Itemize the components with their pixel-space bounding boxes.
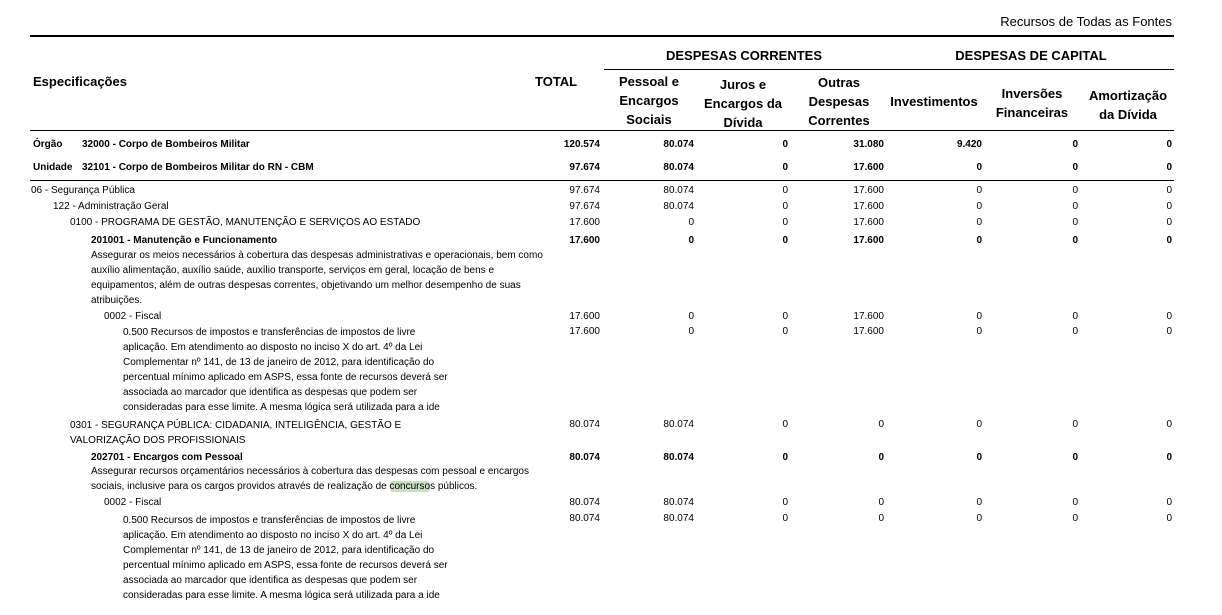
row-7-pessoal-value: 80.074 <box>663 419 694 430</box>
header-col-juros: Juros e Encargos da Dívida <box>703 77 783 130</box>
unidade-name: 32101 - Corpo de Bombeiros Militar do RN - CBM <box>82 162 314 173</box>
row-5-total-value: 17.600 <box>569 311 600 322</box>
row-2-amortizacao-value: 0 <box>1166 217 1172 228</box>
row-programa-0301: 0301 - SEGURANÇA PÚBLICA: CIDADANIA, INTELIGÊNCIA, GESTÃO E VALORIZAÇÃO DOS PROFISSIONAIS <box>70 420 402 446</box>
row-8-inversoes-value: 0 <box>1072 452 1078 463</box>
unidade-inversoes-value: 0 <box>1072 162 1078 173</box>
row-0-investimentos-value: 0 <box>976 185 982 196</box>
row-6-pessoal-value: 0 <box>688 326 694 337</box>
row-7-amortizacao-value: 0 <box>1166 419 1172 430</box>
row-6-total-value: 17.600 <box>569 326 600 337</box>
orgao-inversoes-value: 0 <box>1072 139 1078 150</box>
row-8-investimentos-value: 0 <box>976 452 982 463</box>
row-fonte-0500-1: 0.500 Recursos de impostos e transferências de impostos de livre aplicação. Em atendimento ao disposto no inciso X do art. 4º da Lei Complementar nº 141, de 13 de janeiro de 2012, para identificação do percentual mínimo aplicado em ASPS, essa fonte de recursos deverá ser associada ao marcador que identifica as despesas que podem ser consideradas para esse limite. A mesma lógica será utilizada para a ide <box>123 327 448 413</box>
row-8-outras-value: 0 <box>878 452 884 463</box>
row-3-inversoes-value: 0 <box>1072 235 1078 246</box>
row-1-total-value: 97.674 <box>569 201 600 212</box>
row-6-outras-value: 17.600 <box>853 326 884 337</box>
row-10-pessoal-value: 80.074 <box>663 497 694 508</box>
row-6-investimentos-value: 0 <box>976 326 982 337</box>
row-11-investimentos-value: 0 <box>976 513 982 524</box>
row-1-outras-value: 17.600 <box>853 201 884 212</box>
orgao-name: 32000 - Corpo de Bombeiros Militar <box>82 139 250 150</box>
header-total: TOTAL <box>535 74 578 89</box>
row-5-amortizacao-value: 0 <box>1166 311 1172 322</box>
row-10-juros-value: 0 <box>782 497 788 508</box>
row-programa-0100: 0100 - PROGRAMA DE GESTÃO, MANUTENÇÃO E SERVIÇOS AO ESTADO <box>70 217 421 228</box>
orgao-label: Órgão <box>33 139 63 150</box>
orgao-pessoal-value: 80.074 <box>663 139 694 150</box>
unidade-pessoal-value: 80.074 <box>663 162 694 173</box>
row-11-total-value: 80.074 <box>569 513 600 524</box>
row-1-amortizacao-value: 0 <box>1166 201 1172 212</box>
row-fonte-0500-2: 0.500 Recursos de impostos e transferências de impostos de livre aplicação. Em atendimento ao disposto no inciso X do art. 4º da Lei Complementar nº 141, de 13 de janeiro de 2012, para identificação do percentual mínimo aplicado em ASPS, essa fonte de recursos deverá ser associada ao marcador que identifica as despesas que podem ser consideradas para esse limite. A mesma lógica será utilizada para a ide <box>123 515 448 601</box>
row-7-total-value: 80.074 <box>569 419 600 430</box>
unidade-juros-value: 0 <box>782 162 788 173</box>
row-2-pessoal-value: 0 <box>688 217 694 228</box>
header-col-pessoal: Pessoal e Encargos Sociais <box>619 74 679 127</box>
row-subfuncao: 122 - Administração Geral <box>53 201 169 212</box>
unidade-investimentos-value: 0 <box>976 162 982 173</box>
row-2-investimentos-value: 0 <box>976 217 982 228</box>
row-1-inversoes-value: 0 <box>1072 201 1078 212</box>
row-fiscal-1: 0002 - Fiscal <box>104 311 162 322</box>
unidade-outras-value: 17.600 <box>853 162 884 173</box>
row-5-pessoal-value: 0 <box>688 311 694 322</box>
row-11-pessoal-value: 80.074 <box>663 513 694 524</box>
row-5-juros-value: 0 <box>782 311 788 322</box>
unidade-label: Unidade <box>33 162 73 173</box>
row-8-pessoal-value: 80.074 <box>663 452 694 463</box>
row-3-investimentos-value: 0 <box>976 235 982 246</box>
header-especificacoes: Especificações <box>33 74 127 89</box>
row-1-juros-value: 0 <box>782 201 788 212</box>
row-acao-201001-description: Assegurar os meios necessários à cobertura das despesas administrativas e operacionais, bem como auxílio alimentação, auxílio saúde, auxílio transporte, serviços em geral, locação de bens e equipamentos, além de outras despesas correntes, objetivando um melhor desempenho de suas atribuições. <box>91 250 543 306</box>
row-0-inversoes-value: 0 <box>1072 185 1078 196</box>
row-10-amortizacao-value: 0 <box>1166 497 1172 508</box>
header-col-inversoes: Inversões Financeiras <box>995 86 1069 120</box>
row-10-outras-value: 0 <box>878 497 884 508</box>
orgao-total-value: 120.574 <box>563 139 600 150</box>
row-1-pessoal-value: 80.074 <box>663 201 694 212</box>
row-2-juros-value: 0 <box>782 217 788 228</box>
row-7-outras-value: 0 <box>878 419 884 430</box>
top-rule <box>30 35 1174 37</box>
row-8-juros-value: 0 <box>782 452 788 463</box>
row-0-total-value: 97.674 <box>569 185 600 196</box>
row-10-investimentos-value: 0 <box>976 497 982 508</box>
group-rule <box>604 69 1174 70</box>
header-col-amortizacao: Amortização da Dívida <box>1088 88 1168 122</box>
row-6-amortizacao-value: 0 <box>1166 326 1172 337</box>
orgao-juros-value: 0 <box>782 139 788 150</box>
unidade-bottom-rule <box>30 180 1174 181</box>
row-3-total-value: 17.600 <box>569 235 600 246</box>
row-3-juros-value: 0 <box>782 235 788 246</box>
search-highlight: concurso <box>389 481 431 492</box>
header-group-capital: DESPESAS DE CAPITAL <box>955 48 1107 63</box>
row-1-investimentos-value: 0 <box>976 201 982 212</box>
row-5-inversoes-value: 0 <box>1072 311 1078 322</box>
orgao-investimentos-value: 9.420 <box>956 139 982 150</box>
row-10-inversoes-value: 0 <box>1072 497 1078 508</box>
row-11-outras-value: 0 <box>878 513 884 524</box>
row-11-amortizacao-value: 0 <box>1166 513 1172 524</box>
row-3-pessoal-value: 0 <box>688 235 694 246</box>
row-fiscal-2: 0002 - Fiscal <box>104 497 162 508</box>
row-10-total-value: 80.074 <box>569 497 600 508</box>
header-col-investimentos: Investimentos <box>890 94 978 109</box>
header-col-outras: Outras Despesas Correntes <box>808 75 870 128</box>
orgao-amortizacao-value: 0 <box>1166 139 1172 150</box>
source-title: Recursos de Todas as Fontes <box>1000 14 1172 29</box>
row-7-investimentos-value: 0 <box>976 419 982 430</box>
row-6-inversoes-value: 0 <box>1072 326 1078 337</box>
row-0-pessoal-value: 80.074 <box>663 185 694 196</box>
row-0-amortizacao-value: 0 <box>1166 185 1172 196</box>
row-3-amortizacao-value: 0 <box>1166 235 1172 246</box>
row-0-juros-value: 0 <box>782 185 788 196</box>
header-bottom-rule <box>30 130 1174 131</box>
row-2-outras-value: 17.600 <box>853 217 884 228</box>
row-3-outras-value: 17.600 <box>853 235 884 246</box>
row-5-outras-value: 17.600 <box>853 311 884 322</box>
row-8-amortizacao-value: 0 <box>1166 452 1172 463</box>
row-acao-202701-description: Assegurar recursos orçamentários necessários à cobertura das despesas com pessoal e encargos sociais, inclusive para os cargos providos através de realização de concursos públicos. <box>91 466 529 492</box>
row-5-investimentos-value: 0 <box>976 311 982 322</box>
header-group-correntes: DESPESAS CORRENTES <box>665 48 823 63</box>
row-2-inversoes-value: 0 <box>1072 217 1078 228</box>
row-funcao: 06 - Segurança Pública <box>31 185 135 196</box>
row-acao-201001: 201001 - Manutenção e Funcionamento <box>91 235 278 246</box>
unidade-total-value: 97.674 <box>569 162 600 173</box>
row-0-outras-value: 17.600 <box>853 185 884 196</box>
row-11-inversoes-value: 0 <box>1072 513 1078 524</box>
row-8-total-value: 80.074 <box>569 452 600 463</box>
row-6-juros-value: 0 <box>782 326 788 337</box>
row-11-juros-value: 0 <box>782 513 788 524</box>
row-acao-202701: 202701 - Encargos com Pessoal <box>91 452 243 463</box>
row-7-inversoes-value: 0 <box>1072 419 1078 430</box>
orgao-outras-value: 31.080 <box>853 139 884 150</box>
unidade-amortizacao-value: 0 <box>1166 162 1172 173</box>
row-2-total-value: 17.600 <box>569 217 600 228</box>
row-7-juros-value: 0 <box>782 419 788 430</box>
